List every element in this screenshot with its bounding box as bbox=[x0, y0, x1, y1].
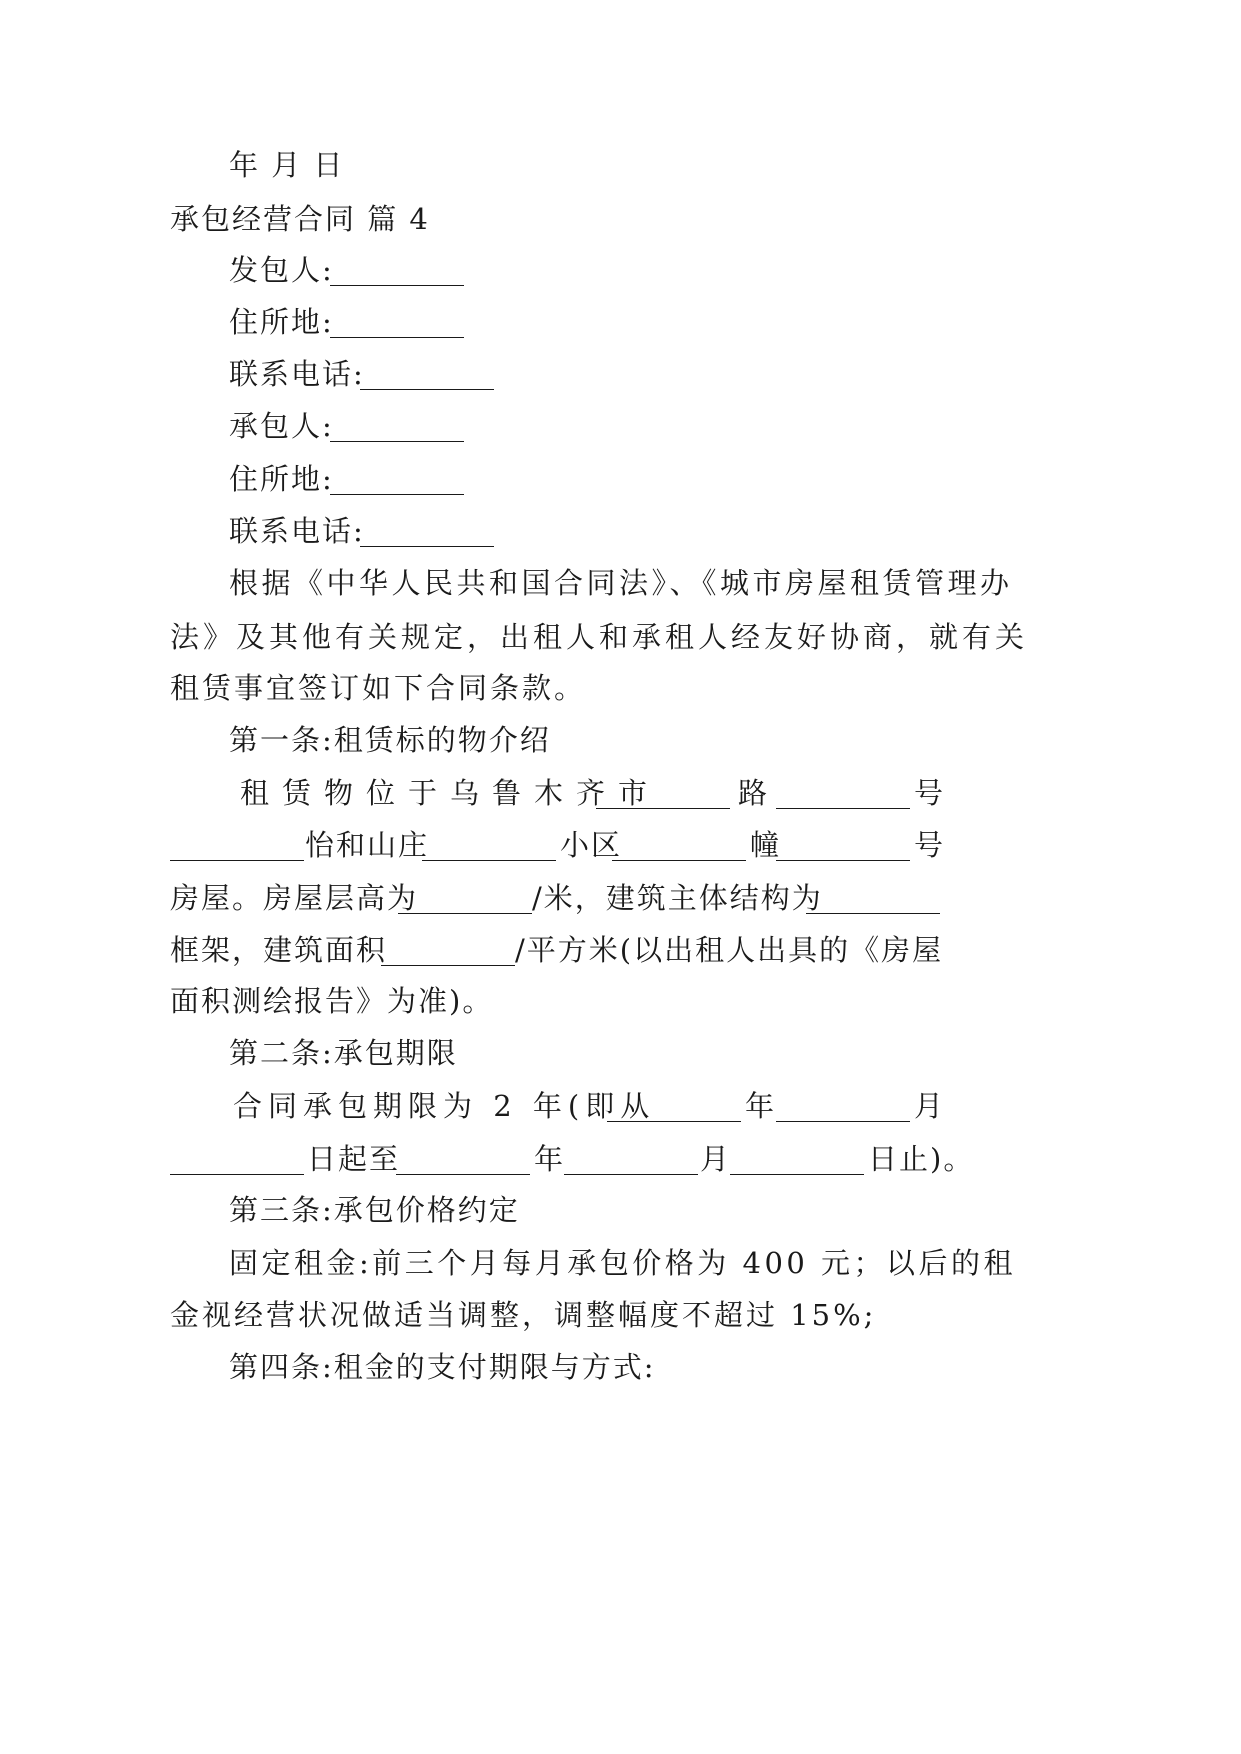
article-4-heading-text: 第四条:租金的支付期限与方式: bbox=[229, 1350, 656, 1384]
issuer-row bbox=[0, 248, 1241, 292]
preamble-text-1: 根据《中华人民共和国合同法》、《城市房屋租赁管理办 bbox=[229, 566, 1013, 600]
contractor-address-row bbox=[0, 457, 1241, 501]
article-3-text-1: 固定租金:前三个月每月承包价格为 400 元；以后的租 bbox=[229, 1246, 1017, 1280]
issuer-phone-blank bbox=[360, 352, 494, 396]
road-blank bbox=[596, 771, 730, 815]
article-2-text-2d: 日止)。 bbox=[868, 1142, 975, 1176]
article-1-text-4a: 框架，建筑面积 bbox=[170, 933, 388, 967]
unit-blank bbox=[776, 823, 910, 867]
article-1-line-4 bbox=[0, 928, 1241, 972]
preamble-line-2 bbox=[0, 615, 1241, 659]
article-3-text-2: 金视经营状况做适当调整，调整幅度不超过 15%; bbox=[170, 1298, 877, 1332]
article-1-text-3a: 房屋。房屋层高为 bbox=[170, 881, 419, 915]
article-1-text-3b: /米，建筑主体结构为 bbox=[532, 881, 823, 915]
article-1-heading-text: 第一条:租赁标的物介绍 bbox=[229, 723, 551, 757]
start-day-blank bbox=[170, 1137, 304, 1181]
article-2-line-2 bbox=[0, 1137, 1241, 1181]
area-blank bbox=[170, 823, 304, 867]
contractor-phone-row bbox=[0, 509, 1241, 553]
estate-blank bbox=[422, 823, 556, 867]
article-2-text-2a: 日起至 bbox=[307, 1142, 401, 1176]
article-3-heading bbox=[0, 1188, 1241, 1232]
structure-blank bbox=[806, 876, 940, 920]
article-2-heading bbox=[0, 1031, 1241, 1075]
floor-height-blank bbox=[398, 876, 532, 920]
issuer-blank bbox=[330, 248, 464, 292]
floor-area-blank bbox=[381, 928, 515, 972]
article-1-text-2b: 小区 bbox=[560, 828, 623, 862]
article-1-text-1b: 路 bbox=[738, 776, 770, 810]
document-title bbox=[0, 197, 1241, 241]
article-2-text-1b: 年 bbox=[745, 1089, 777, 1123]
date-line-text: 年 月 日 bbox=[229, 148, 345, 182]
article-1-text-4b: /平方米(以出租人出具的《房屋 bbox=[515, 933, 944, 967]
issuer-label: 发包人: bbox=[229, 253, 334, 287]
preamble-text-3: 租赁事宜签订如下合同条款。 bbox=[170, 671, 587, 705]
article-2-heading-text: 第二条:承包期限 bbox=[229, 1036, 458, 1070]
article-2-text-2b: 年 bbox=[534, 1142, 566, 1176]
issuer-phone-label: 联系电话: bbox=[229, 357, 365, 391]
article-2-line-1 bbox=[0, 1084, 1241, 1128]
end-month-blank bbox=[564, 1137, 698, 1181]
article-1-text-2a: 怡和山庄 bbox=[305, 828, 430, 862]
article-1-text-1c: 号 bbox=[914, 776, 946, 810]
issuer-address-blank bbox=[330, 300, 464, 344]
date-line bbox=[0, 143, 1241, 187]
issuer-address-row bbox=[0, 300, 1241, 344]
start-year-blank bbox=[607, 1084, 741, 1128]
issuer-phone-row bbox=[0, 352, 1241, 396]
article-2-text-1c: 月 bbox=[914, 1089, 946, 1123]
end-day-blank bbox=[730, 1137, 864, 1181]
article-1-heading bbox=[0, 718, 1241, 762]
preamble-text-2: 法》及其他有关规定，出租人和承租人经友好协商，就有关 bbox=[170, 620, 1029, 654]
article-1-line-1 bbox=[0, 771, 1241, 815]
title-text: 承包经营合同 篇 4 bbox=[170, 202, 430, 236]
preamble-line-3 bbox=[0, 666, 1241, 710]
contractor-phone-blank bbox=[360, 509, 494, 553]
end-year-blank bbox=[396, 1137, 530, 1181]
building-blank bbox=[612, 823, 746, 867]
preamble-line-1 bbox=[0, 561, 1241, 605]
article-1-line-5 bbox=[0, 979, 1241, 1023]
article-3-line-1 bbox=[0, 1241, 1241, 1285]
article-1-text-2c: 幢 bbox=[750, 828, 782, 862]
contractor-label: 承包人: bbox=[229, 409, 334, 443]
start-month-blank bbox=[776, 1084, 910, 1128]
article-1-text-2d: 号 bbox=[914, 828, 946, 862]
article-1-line-2 bbox=[0, 823, 1241, 867]
road-number-blank bbox=[776, 771, 910, 815]
issuer-address-label: 住所地: bbox=[229, 305, 334, 339]
article-1-text-5: 面积测绘报告》为准)。 bbox=[170, 984, 494, 1018]
article-2-text-2c: 月 bbox=[700, 1142, 732, 1176]
article-1-line-3 bbox=[0, 876, 1241, 920]
contractor-address-label: 住所地: bbox=[229, 462, 334, 496]
contractor-address-blank bbox=[330, 457, 464, 501]
article-3-heading-text: 第三条:承包价格约定 bbox=[229, 1193, 520, 1227]
contractor-row bbox=[0, 404, 1241, 448]
article-2-text-1a: 合同承包期限为 2 年(即从 bbox=[233, 1089, 656, 1123]
contractor-blank bbox=[330, 404, 464, 448]
article-1-text-1a: 租赁物位于乌鲁木齐市 bbox=[240, 776, 661, 810]
contractor-phone-label: 联系电话: bbox=[229, 514, 365, 548]
article-3-line-2 bbox=[0, 1293, 1241, 1337]
article-4-heading bbox=[0, 1345, 1241, 1389]
